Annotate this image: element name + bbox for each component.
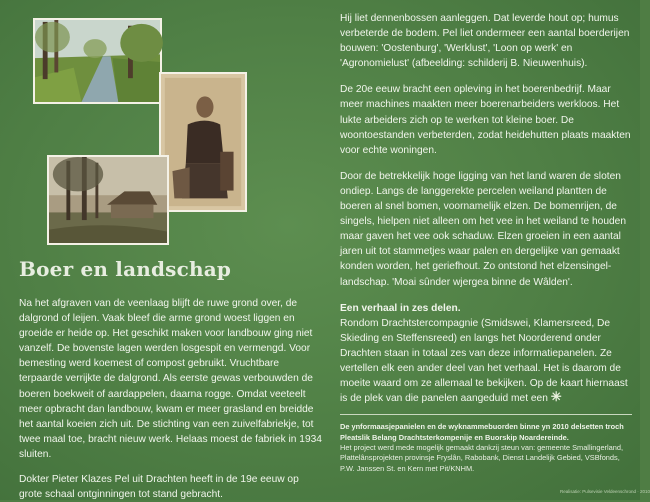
left-text-column [19,296,323,502]
twentieth-century-paragraph: De 20e eeuw bracht een opleving in het boerenbedrijf. Maar meer machines maakten meer boerenarbeiders werkloos. Het lukte arbeiders zich op te werken tot kleine boer. De woontoestanden verbeterden, zodat heidehutten plaats maakten voor echte woningen. [340,84,631,156]
portrait-photo-dokter-pel [159,72,247,212]
story-paragraph [340,316,634,407]
divider-line [340,414,632,415]
dokter-pel-paragraph: Dokter Pieter Klazes Pel uit Drachten heeft in de 19e eeuw op grote schaal ontginningen tot stand gebracht. [19,474,299,501]
elzensingel-paragraph: Door de betrekkelijk hoge ligging van het land waren de sloten ondiep. Langs de langgerekte percelen weiland plantten de boeren al snel bomen, voornamelijk elzen. De bomenrijen, de singels, hielpen niet alleen om het vee in het weiland te houden maar gaven het vee ook schaduw. Elzen groeien in een aantal jaren uit tot stammetjes waar palen en dergelijke van gemaakt konden worden, het geriefhout. Zo ontstond het elzensingel-landschap. 'Moai sûnder wjergea binne de Wâlden'. [340,170,627,288]
canal-landscape-photo [33,18,162,104]
panel-title: Boer en landschap [19,257,232,281]
sponsors-note: Het project werd mede mogelijk gemaakt dankzij steun van: gemeente Smallingerland, Plattelânsprojekten provinsje Fryslân, Rabobank, Dienst Landelijk Gebied, VSBfonds, P.W. Janssen St. en Kern met Pit/KNHM. [340,443,624,473]
credit-line: Realisatie: Pulsevisie Veldeenschrond · 2010 [560,489,650,494]
asterisk-marker-icon: ✳ [550,389,562,405]
right-text-column [340,11,634,474]
farm-painting-photo [47,155,169,245]
story-text: Rondom Drachtstercompagnie (Smidswei, Klamersreed, De Skieding en Steffensreed) en langs het Noorderend onder Drachten staan in totaal zes van deze informatiepanelen. Ze vertellen elk een ander deel van het verhaal. Het is daarom de moeite waard om ze allemaal te bekijken. Op de kaart hiernaast is de plek van die panelen aangeduid met een [340,317,628,405]
story-heading: Een verhaal in zes delen. [340,302,461,314]
intro-paragraph: Na het afgraven van de veenlaag blijft de ruwe grond over, de dalgrond of leijen. Vaak bleef die arme grond woest liggen en groeide er heide op. Het geschikt maken voor landbouw ging niet vanzelf. De bovenste lagen werden losgespit en vermengd. Voor bemesting werd koemest of compost gebruikt. Vruchtbare terpaarde verrijkte de dalgrond. Als eerste gewas verbouwden de boeren boekweit of aardappelen, daarna rogge. Omdat veeteelt meer opbracht dan landbouw, kwam er meer grasland en breidde het aantal koeien zich uit. De stichting van een zuivelfabriekje, tot twee maal toe, bracht nieuw werk. Helaas moest de fabriek in 1934 sluiten. [19,298,322,460]
frisian-note: De ynformaasjepanielen en de wyknammebuorden binne yn 2010 delsetten troch Pleatslik Belang Drachtsterkompenije en Buorskip Noardereinde. [340,422,624,442]
dennenbossen-paragraph: Hij liet dennenbossen aanleggen. Dat leverde hout op; humus verbeterde de bodem. Pel liet ondermeer een aantal boerderijen bouwen: 'Oostenburg', 'Werklust', 'Loon op werk' en 'Agronomielust' (afbeelding: schilderij B. Nieuwenhuis). [340,13,630,70]
